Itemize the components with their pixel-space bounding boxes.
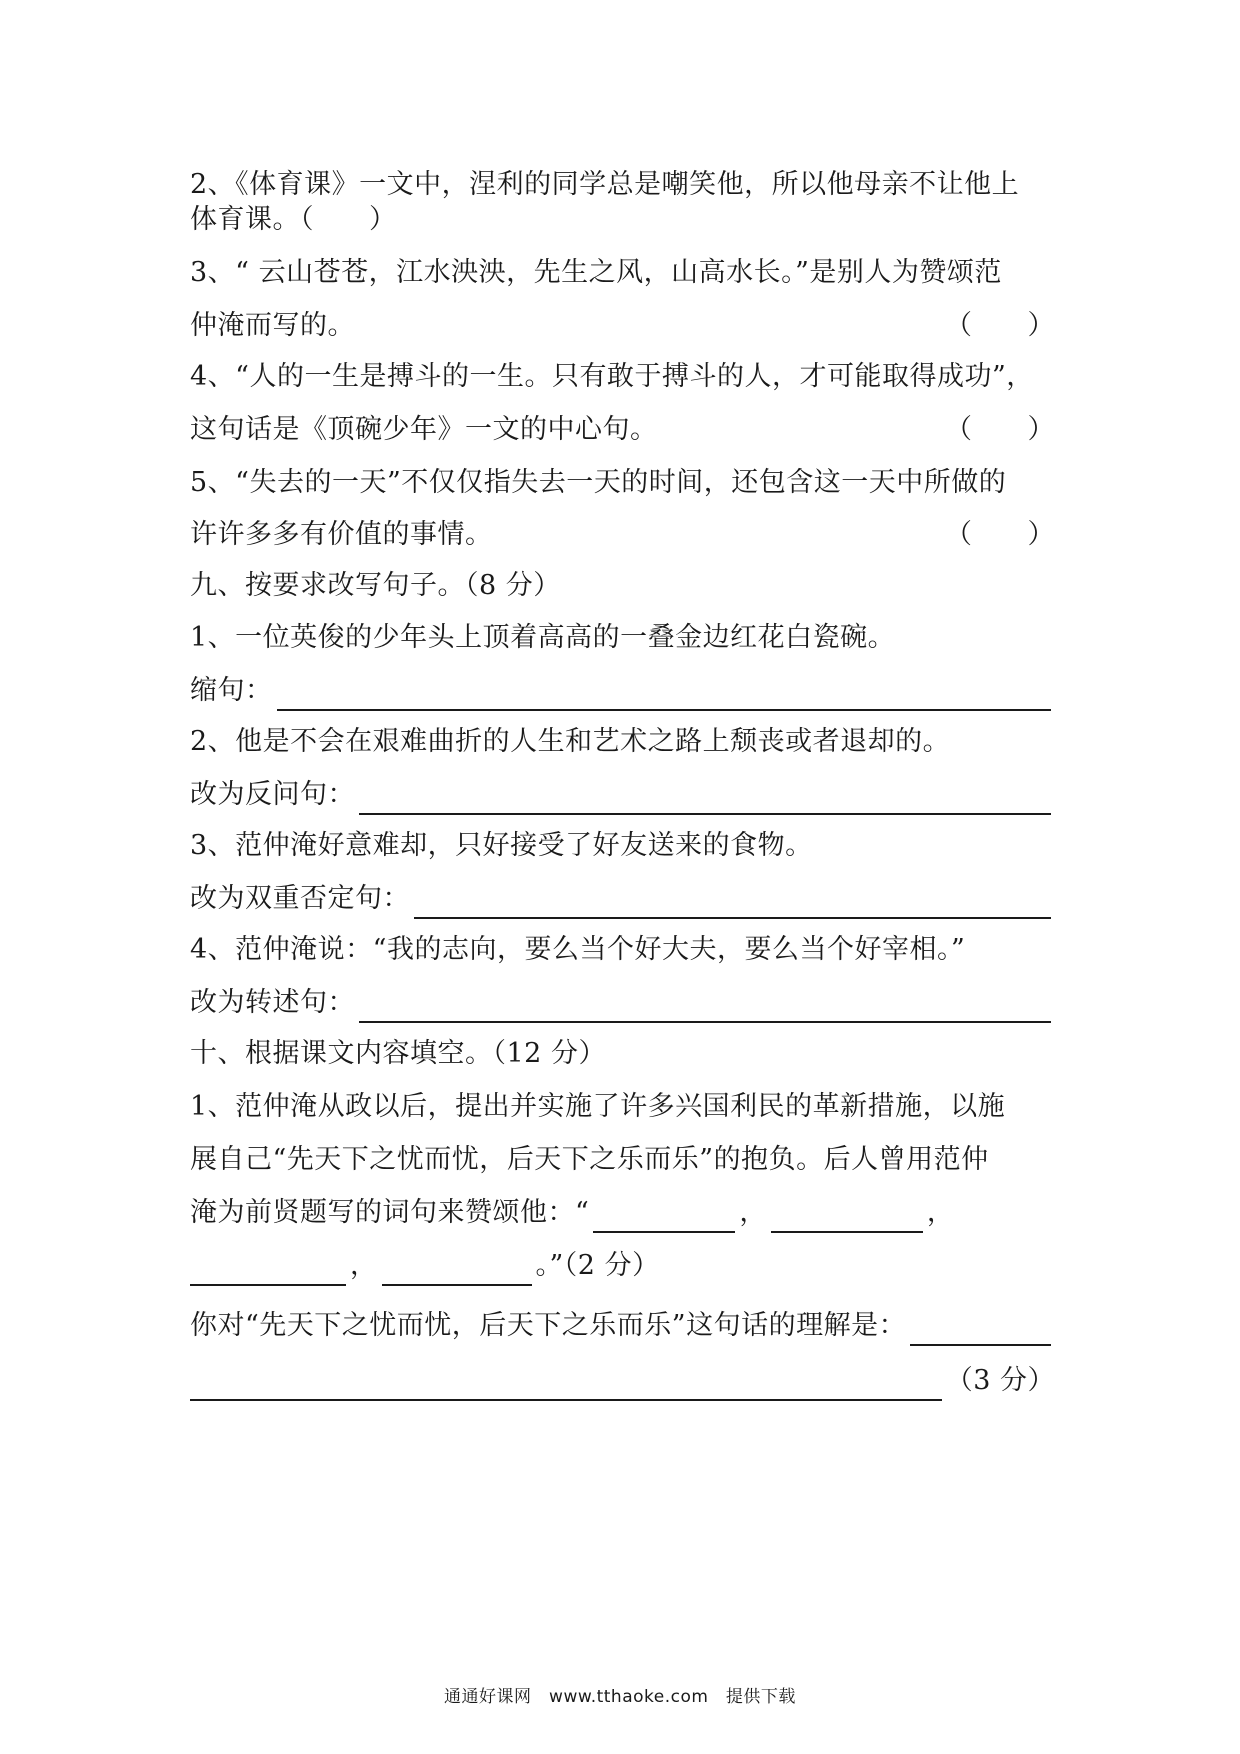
s10-understand-row-2 — [190, 1361, 1055, 1401]
s9-item3-prompt: 改为双重否定句： — [190, 883, 410, 914]
q5-answer-paren[interactable]: （ ） — [945, 519, 1055, 550]
footer-source: 通通好课网 www.tthaoke.com 提供下载 — [444, 1687, 796, 1707]
s9-item2-answer-row — [190, 775, 1055, 815]
q5-line-2 — [190, 515, 1055, 555]
s10-blank-1[interactable] — [593, 1201, 735, 1233]
s9-item1-answer-row — [190, 671, 1055, 711]
s10-q1-line-2: 展自己“先天下之忧而忧，后天下之乐而乐”的抱负。后人曾用范仲 — [190, 1144, 989, 1175]
q4-line-2 — [190, 410, 1055, 450]
s10-q1-line-1: 1、范仲淹从政以后，提出并实施了许多兴国利民的革新措施，以施 — [190, 1091, 1006, 1122]
s10-understand-text: 你对“先天下之忧而忧，后天下之乐而乐”这句话的理解是： — [190, 1310, 907, 1341]
s9-item2-answer-blank[interactable] — [359, 783, 1051, 815]
s10-end-quote: 。”（2 分） — [535, 1250, 660, 1281]
s9-item3-answer-blank[interactable] — [414, 887, 1051, 919]
s9-item2-sentence: 2、他是不会在艰难曲折的人生和艺术之路上颓丧或者退却的。 — [190, 726, 951, 757]
section9-heading: 九、按要求改写句子。（8 分） — [190, 570, 561, 601]
s10-understand-blank-2[interactable] — [190, 1369, 942, 1401]
q3-line-2 — [190, 306, 1055, 346]
q4-text: 这句话是《顶碗少年》一文的中心句。 — [190, 414, 658, 445]
s9-item4-answer-row — [190, 983, 1055, 1023]
s10-blank-4[interactable] — [382, 1254, 532, 1286]
s9-item4-sentence: 4、范仲淹说：“我的志向，要么当个好大夫，要么当个好宰相。” — [190, 934, 966, 965]
s9-item1-prompt: 缩句： — [190, 675, 273, 706]
s9-item3-sentence: 3、范仲淹好意难却，只好接受了好友送来的食物。 — [190, 830, 813, 861]
s10-blank-3[interactable] — [190, 1254, 346, 1286]
s10-blank-2[interactable] — [771, 1201, 923, 1233]
q4-answer-paren[interactable]: （ ） — [945, 414, 1055, 445]
s10-understand-row — [190, 1306, 1055, 1346]
s10-comma-3: ， — [350, 1250, 378, 1281]
section10-heading: 十、根据课文内容填空。（12 分） — [190, 1038, 606, 1069]
s9-item1-answer-blank[interactable] — [277, 679, 1052, 711]
s9-item4-prompt: 改为转述句： — [190, 987, 355, 1018]
s10-comma-1: ， — [739, 1197, 767, 1228]
s10-score3: （3 分） — [945, 1365, 1055, 1396]
s10-comma-2: ， — [926, 1197, 955, 1228]
s9-item1-sentence: 1、一位英俊的少年头上顶着高高的一叠金边红花白瓷碗。 — [190, 622, 896, 653]
s10-q1-line-3 — [190, 1193, 1055, 1233]
s10-understand-blank-1[interactable] — [910, 1314, 1051, 1346]
s10-q1-line-4 — [190, 1246, 1055, 1286]
q5-text: 许许多多有价值的事情。 — [190, 519, 493, 550]
s10-q1-line-3-text: 淹为前贤题写的词句来赞颂他：“ — [190, 1197, 590, 1228]
s9-item2-prompt: 改为反问句： — [190, 779, 355, 810]
q5-line-1: 5、“失去的一天”不仅仅指失去一天的时间，还包含这一天中所做的 — [190, 467, 1007, 498]
q3-text: 仲淹而写的。 — [190, 310, 355, 341]
s9-item4-answer-blank[interactable] — [359, 991, 1051, 1023]
q2-line-2: 体育课。（ ） — [190, 204, 397, 235]
q4-line-1: 4、“人的一生是搏斗的一生。只有敢于搏斗的人，才可能取得成功”， — [190, 361, 1034, 392]
q2-line-1: 2、《体育课》一文中，涅利的同学总是嘲笑他，所以他母亲不让他上 — [190, 169, 1020, 200]
q3-line-1: 3、“ 云山苍苍，江水泱泱，先生之风，山高水长。”是别人为赞颂范 — [190, 257, 1002, 288]
q3-answer-paren[interactable]: （ ） — [945, 310, 1055, 341]
s9-item3-answer-row — [190, 879, 1055, 919]
